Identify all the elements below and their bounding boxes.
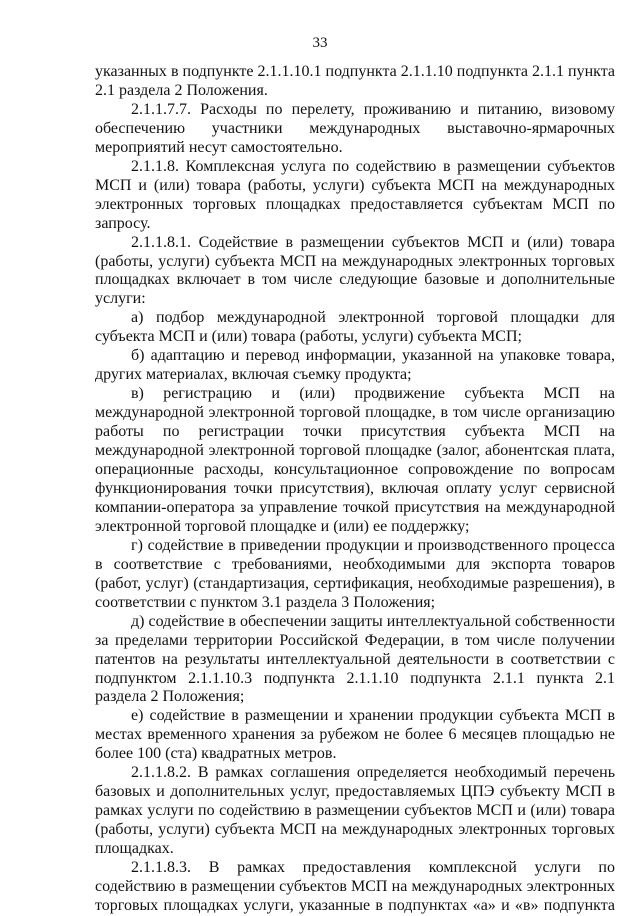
paragraph-2-1-1-8-2: 2.1.1.8.2. В рамках соглашения определяется необходимый перечень базовых и дополнительных услуг, предоставляемых ЦПЭ субъекту МСП в рамках услуги по содействию в размещении субъектов МСП и (или) товара (работы, услуги) субъекта МСП на международных электронных торговых площадках. xyxy=(95,764,615,858)
list-item-b: б) адаптацию и перевод информации, указанной на упаковке товара, других материалах, включая съемку продукта; xyxy=(95,347,615,384)
list-item-v: в) регистрацию и (или) продвижение субъекта МСП на международной электронной торговой площадке, в том числе организацию работы по регистрации точки присутствия субъекта МСП на международной электронной торговой площадке (залог, абонентская плата, операционные расходы, консультационное сопровождение по вопросам функционирования точки присутствия), включая оплату услуг сервисной компании-оператора за управление точкой присутствия на международной электронной торговой площадке и (или) ее поддержку; xyxy=(95,385,615,535)
document-body xyxy=(95,63,615,916)
paragraph-2-1-1-8: 2.1.1.8. Комплексная услуга по содействию в размещении субъектов МСП и (или) товара (работы, услуги) субъекта МСП на международных электронных торговых площадках предоставляется субъектам МСП по запросу. xyxy=(95,157,615,232)
page-number: 33 xyxy=(312,35,328,51)
paragraph-2-1-1-8-3: 2.1.1.8.3. В рамках предоставления комплексной услуги по содействию в размещении субъектов МСП на международных электронных торговых площадках услуги, указанные в подпунктах «а» и «в» подпункта xyxy=(95,859,615,914)
paragraph-2-1-1-8-1: 2.1.1.8.1. Содействие в размещении субъектов МСП и (или) товара (работы, услуги) субъекта МСП на международных электронных торговых площадках включает в том числе следующие базовые и дополнительные услуги: xyxy=(95,233,615,308)
list-item-d: д) содействие в обеспечении защиты интеллектуальной собственности за пределами территории Российской Федерации, в том числе получении патентов на результаты интеллектуальной деятельности в соответствии с подпунктом 2.1.1.10.3 подпункта 2.1.1.10 подпункта 2.1.1 пункта 2.1 раздела 2 Положения; xyxy=(95,612,615,706)
list-item-g: г) содействие в приведении продукции и производственного процесса в соответствие с требованиями, необходимыми для экспорта товаров (работ, услуг) (стандартизация, сертификация, необходимые разрешения), в соответствии с пунктом 3.1 раздела 3 Положения; xyxy=(95,536,615,611)
list-item-a: а) подбор международной электронной торговой площадки для субъекта МСП и (или) товара (работы, услуги) субъекта МСП; xyxy=(95,309,615,346)
list-item-e: е) содействие в размещении и хранении продукции субъекта МСП в местах временного хранения за рубежом не более 6 месяцев площадью не более 100 (ста) квадратных метров. xyxy=(95,707,615,763)
paragraph-2-1-1-7-7: 2.1.1.7.7. Расходы по перелету, проживанию и питанию, визовому обеспечению участники международных выставочно-ярмарочных мероприятий несут самостоятельно. xyxy=(95,100,615,156)
paragraph-continuation: указанных в подпункте 2.1.1.10.1 подпункта 2.1.1.10 подпункта 2.1.1 пункта 2.1 раздела 2 Положения. xyxy=(95,63,615,99)
